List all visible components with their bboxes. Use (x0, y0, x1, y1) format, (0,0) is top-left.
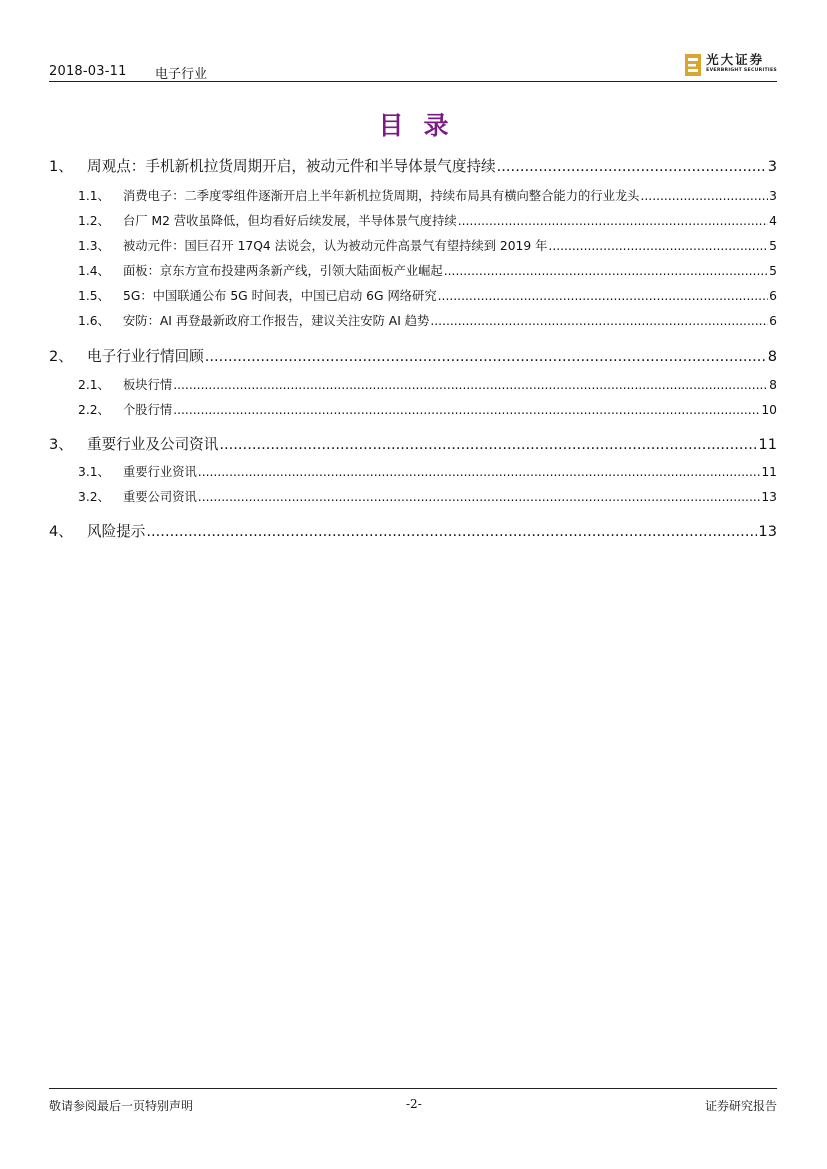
toc-entry-page: 10 (761, 403, 777, 417)
toc-entry-title: 周观点：手机新机拉货周期开启，被动元件和半导体景气度持续 (87, 158, 496, 175)
toc-entry[interactable] (49, 345, 777, 366)
toc-entry[interactable] (49, 261, 777, 279)
toc-entry-number: 1.5、 (78, 289, 110, 303)
toc-entry-number: 2、 (49, 348, 73, 365)
toc-entry-title: 重要公司资讯 (123, 490, 197, 504)
toc-entry-title: 被动元件：国巨召开 17Q4 法说会，认为被动元件高景气有望持续到 2019 年 (123, 239, 548, 253)
toc-leader-dots (173, 378, 768, 392)
page-number: -2- (406, 1097, 422, 1111)
toc-leader-dots (548, 239, 768, 253)
toc-entry-number: 4、 (49, 523, 73, 540)
toc-entry-number: 3.2、 (78, 490, 110, 504)
toc-leader-dots (173, 403, 760, 417)
toc-entry-number: 1.1、 (78, 189, 110, 203)
toc-entry-page: 5 (769, 264, 777, 278)
toc-entry-page: 13 (758, 523, 777, 540)
logo-chinese-name: 光大证券 (706, 52, 765, 67)
toc-entry[interactable] (49, 186, 777, 204)
page-footer (49, 1088, 777, 1118)
toc-title: 目录 (378, 111, 469, 140)
toc-entry-page: 8 (769, 378, 777, 392)
toc-entry-number: 1.6、 (78, 314, 110, 328)
toc-entry-page: 5 (769, 239, 777, 253)
toc-leader-dots (430, 314, 768, 328)
toc-entry-page: 6 (769, 289, 777, 303)
toc-entry[interactable] (49, 155, 777, 176)
toc-entry-page: 3 (767, 158, 777, 175)
toc-entry[interactable] (49, 211, 777, 229)
toc-entry[interactable] (49, 400, 777, 418)
toc-entry-number: 1、 (49, 158, 73, 175)
toc-entry[interactable] (49, 375, 777, 393)
industry-label: 电子行业 (155, 67, 208, 82)
header-divider (49, 81, 777, 82)
toc-entry-page: 3 (769, 189, 777, 203)
toc-entry[interactable] (49, 311, 777, 329)
toc-leader-dots (146, 523, 757, 540)
page-header (49, 52, 777, 82)
logo-english-name: EVERBRIGHT SECURITIES (706, 68, 777, 73)
toc-entry-title: 重要行业及公司资讯 (87, 436, 219, 453)
toc-entry-title: 消费电子：二季度零组件逐渐开启上半年新机拉货周期，持续布局具有横向整合能力的行业龙头 (123, 189, 640, 203)
toc-leader-dots (219, 436, 757, 453)
toc-entry-title: 面板：京东方宣布投建两条新产线，引领大陆面板产业崛起 (123, 264, 443, 278)
toc-entry[interactable] (49, 433, 777, 454)
toc-leader-dots (458, 214, 768, 228)
toc-entry[interactable] (49, 487, 777, 505)
toc-entry-page: 11 (758, 436, 777, 453)
report-date: 2018-03-11 (49, 64, 127, 79)
toc-entry-title: 板块行情 (123, 378, 173, 392)
toc-entry-number: 3.1、 (78, 465, 110, 479)
toc-leader-dots (640, 189, 768, 203)
toc-entry-page: 6 (769, 314, 777, 328)
toc-entry-title: 5G：中国联通公布 5G 时间表，中国已启动 6G 网络研究 (123, 289, 437, 303)
toc-entry-page: 11 (761, 465, 777, 479)
toc-entry-title: 电子行业行情回顾 (87, 348, 204, 365)
footer-divider (49, 1088, 777, 1089)
toc-entry[interactable] (49, 286, 777, 304)
toc-leader-dots (198, 465, 761, 479)
toc-entry-number: 1.4、 (78, 264, 110, 278)
toc-leader-dots (497, 158, 767, 175)
toc-entry-title: 安防：AI 再登最新政府工作报告，建议关注安防 AI 趋势 (123, 314, 430, 328)
toc-entry-number: 3、 (49, 436, 73, 453)
toc-leader-dots (444, 264, 768, 278)
toc-entry[interactable] (49, 236, 777, 254)
toc-entry-title: 风险提示 (87, 523, 146, 540)
report-type: 证券研究报告 (704, 1099, 777, 1113)
toc-leader-dots (205, 348, 767, 365)
company-logo (685, 52, 777, 78)
toc-entry-title: 重要行业资讯 (123, 465, 197, 479)
toc-entry-page: 8 (767, 348, 777, 365)
toc-entry[interactable] (49, 520, 777, 541)
toc-entry-number: 2.2、 (78, 403, 110, 417)
toc-entry-page: 13 (761, 490, 777, 504)
toc-entry-number: 1.2、 (78, 214, 110, 228)
toc-entry-page: 4 (769, 214, 777, 228)
disclaimer-note: 敬请参阅最后一页特别声明 (49, 1099, 194, 1113)
everbright-logo-icon (685, 54, 701, 76)
toc-entry-number: 2.1、 (78, 378, 110, 392)
toc-leader-dots (438, 289, 769, 303)
toc-leader-dots (198, 490, 761, 504)
toc-entry[interactable] (49, 462, 777, 480)
toc-entry-title: 台厂 M2 营收虽降低，但均看好后续发展，半导体景气度持续 (123, 214, 457, 228)
toc-entry-title: 个股行情 (123, 403, 173, 417)
toc-entry-number: 1.3、 (78, 239, 110, 253)
